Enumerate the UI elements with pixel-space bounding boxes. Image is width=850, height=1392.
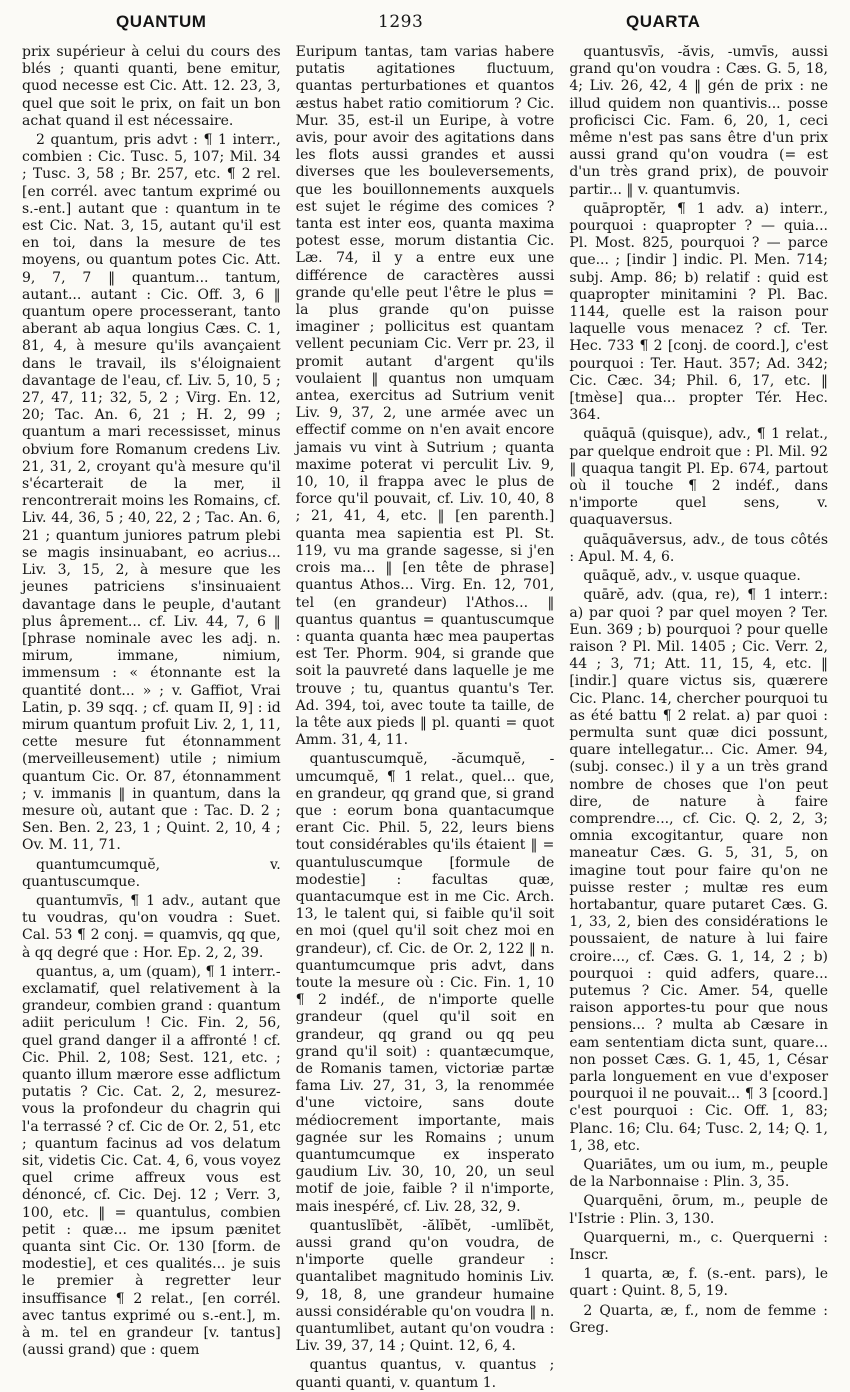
dictionary-entry: quāproptĕr, ¶ 1 adv. a) interr., pourquoi : quapropter ? — quia... Pl. Most. 825, pourquoi ? — parce que... ; [indir ] indic. Pl. Men. 714; subj. Amp. 86; b) relatif : quid est quapropter minitamini ? Pl. Bac. 1144, quelle est la raison pour laquelle vous menacez ? cf. Ter. Hec. 733 ¶ 2 [conj. de coord.], c'est pourquoi : Ter. Haut. 357; Ad. 342; Cic. Cæc. 34; Phil. 6, 17, etc. ‖ [tmèse] qua... propter Tér. Hec. 364. bbox=[569, 200, 829, 424]
dictionary-entry: quāquāversus, adv., de tous côtés : Apul. M. 4, 6. bbox=[569, 531, 829, 565]
dictionary-entry: quantus quantus, v. quantus ; quanti quanti, v. quantum 1. bbox=[295, 1357, 555, 1391]
column-right bbox=[569, 44, 828, 1354]
dictionary-entry: Quarquerni, m., c. Querquerni : Inscr. bbox=[569, 1229, 829, 1264]
column-middle bbox=[295, 44, 555, 1391]
dictionary-columns bbox=[22, 44, 829, 1391]
dictionary-entry: quantusvīs, -ăvis, -umvīs, aussi grand qu'on voudra : Cæs. G. 5, 18, 4; Liv. 26, 42, 4 ‖ gén de prix : ne illud quidem non quantivis... posse proficisci Cic. Fam. 6, 20, 1, ceci même n'est pas sans être d'un prix aussi grand qu'on voudra (= est d'un très grand prix), de pouvoir partir... ‖ v. quantumvis. bbox=[569, 44, 829, 198]
dictionary-entry: quantuscumquĕ, -ăcumquĕ, -umcumquĕ, ¶ 1 relat., quel... que, en grandeur, qq grand que, si grand que : eorum bona quantacumque erant Cic. Phil. 5, 22, leurs biens tout considérables qu'ils étaient ‖ = quantuluscumque [formule de modestie] : facultas quæ, quantacumque est in me Cic. Arch. 13, le talent qui, si faible qu'il soit en moi (quel qu'il soit chez moi en grandeur), cf. Cic. de Or. 2, 122 ‖ n. quantumcumque pris advt, dans toute la mesure où : Cic. Fin. 1, 10 ¶ 2 indéf., de n'importe quelle grandeur (quel qu'il soit en grandeur, qq grand ou qq peu grand qu'il soit) : quantæcumque, de Romanis tamen, victoriæ partæ fama Liv. 27, 31, 3, la renommée d'une victoire, sans doute médiocrement importante, mais gagnée sur les Romains ; unum quantumcumque ex insperato gaudium Liv. 30, 10, 20, un seul motif de joie, faible ? il n'importe, mais inespéré, cf. Liv. 28, 32, 9. bbox=[295, 751, 555, 1215]
dictionary-entry: quantuslĭbĕt, -ălĭbĕt, -umlĭbĕt, aussi grand qu'on voudra, de n'importe quelle grandeur : quantalibet magnitudo hominis Liv. 9, 18, 8, une grandeur humaine aussi considérable qu'on voudra ‖ n. quantumlibet, autant qu'on voudra : Liv. 39, 37, 14 ; Quint. 12, 6, 4. bbox=[295, 1217, 555, 1355]
dictionary-entry: quārĕ, adv. (qua, re), ¶ 1 interr.: a) par quoi ? par quel moyen ? Ter. Eun. 369 ; b) pourquoi ? pour quelle raison ? Pl. Mil. 1405 ; Cic. Verr. 2, 44 ; 3, 71; Att. 11, 15, 4, etc. ‖ [indir.] quare victus sis, quærere Cic. Planc. 14, chercher pourquoi tu as été battu ¶ 2 relat. a) par quoi : permulta sunt quæ dici possunt, quare intellegatur... Cic. Amer. 94, (subj. consec.) il y a un très grand nombre de choses que l'on peut dire, de nature à faire comprendre..., cf. Cic. Q. 2, 2, 3; omnia excogitantur, quare non maneatur Cæs. G. 5, 31, 5, on imagine tout pour faire qu'on ne puisse rester ; multæ res eum hortabantur, quare putaret Cæs. G. 1, 33, 2, bien des considérations le poussaient, de nature à lui faire croire..., cf. Cæs. G. 1, 14, 2 ; b) pourquoi : quid adfers, quare... putemus ? Cic. Amer. 54, quelle raison apportes-tu pour que nous pensions... ? multa ab Cæsare in eam sententiam dicta sunt, quare... non posset Cæs. G. 1, 45, 1, César parla longuement en vue d'exposer pourquoi il ne pouvait... ¶ 3 [coord.] c'est pourquoi : Cic. Off. 1, 83; Planc. 16; Clu. 64; Tusc. 2, 14; Q. 1, 1, 38, etc. bbox=[569, 587, 829, 1154]
page-header bbox=[22, 8, 828, 38]
dictionary-entry: 2 Quarta, æ, f., nom de femme : Greg. bbox=[569, 1302, 829, 1336]
dictionary-entry: Quariātes, um ou ium, m., peuple de la Narbonnaise : Plin. 3, 35. bbox=[569, 1157, 829, 1191]
page-number: 1293 bbox=[378, 12, 424, 32]
dictionary-entry: quantumvīs, ¶ 1 adv., autant que tu voudras, qu'on voudra : Suet. Cal. 53 ¶ 2 conj. = quamvis, qq que, à qq degré que : Hor. Ep. 2, 2, 39. bbox=[22, 892, 281, 961]
right-running-head: QUARTA bbox=[626, 12, 701, 31]
dictionary-entry: 2 quantum, pris advt : ¶ 1 interr., combien : Cic. Tusc. 5, 107; Mil. 34 ; Tusc. 3, 58 ; Br. 257, etc. ¶ 2 rel. [en corrél. avec tantum exprimé ou s.-ent.] autant que : quantum in te est Cic. Nat. 3, 15, autant qu'il est en toi, dans la mesure de tes moyens, ou quantum potes Cic. Att. 9, 7, 7 ‖ quantum... tantum, autant... autant : Cic. Off. 3, 6 ‖ quantum opere processerant, tanto aberant ab aqua longius Cæs. C. 1, 81, 4, à mesure qu'ils avançaient dans le travail, ils s'éloignaient davantage de l'eau, cf. Liv. 5, 10, 5 ; 27, 47, 11; 32, 5, 2 ; Virg. En. 12, 20; Tac. An. 6, 21 ; H. 2, 99 ; quantum a mari recessisset, minus obvium fore Romanum credens Liv. 21, 31, 2, croyant qu'à mesure qu'il s'écarterait de la mer, il rencontrerait moins les Romains, cf. Liv. 44, 36, 5 ; 40, 22, 2 ; Tac. An. 6, 21 ; quantum juniores patrum plebi se magis insinuabant, eo acrius... Liv. 3, 15, 2, à mesure que les jeunes patriciens s'insinuaient davantage dans le peuple, d'autant plus âprement... cf. Liv. 44, 7, 6 ‖ [phrase nominale avec les adj. n. mirum, immane, nimium, immensum : « étonnante est la quantité dont... » ; v. Gaffiot, Vrai Latin, p. 39 sqq. ; cf. quam II, 9] : id mirum quantum profuit Liv. 2, 1, 11, cette mesure fut étonnamment (merveilleusement) utile ; nimium quantum Cic. Or. 87, étonnamment ; v. immanis ‖ in quantum, dans la mesure où, autant que : Tac. D. 2 ; Sen. Ben. 2, 23, 1 ; Quint. 2, 10, 4 ; Ov. M. 11, 71. bbox=[22, 132, 281, 854]
dictionary-entry: quantus, a, um (quam), ¶ 1 interr.-exclamatif, quel relativement à la grandeur, combien grand : quantum adiit periculum ! Cic. Fin. 2, 56, quel grand danger il a affronté ! cf. Cic. Phil. 2, 108; Sest. 121, etc. ; quanto illum mærore esse adflictum putatis ? Cic. Cat. 2, 2, mesurez-vous la profondeur du chagrin qui l'a terrassé ? cf. Cic de Or. 2, 51, etc ; quantum facinus ad vos delatum sit, videtis Cic. Cat. 4, 6, vous voyez quel crime affreux vous est dénoncé, cf. Cic. Dej. 12 ; Verr. 3, 100, etc. ‖ = quantulus, combien petit : quæ... me ipsum pænitet quanta sint Cic. Or. 130 [form. de modestie], et ces qualités... je suis le premier à regretter leur insuffisance ¶ 2 relat., [en corrél. avec tantus exprimé ou s.-ent.], m. à m. tel en grandeur [v. tantus] (aussi grand) que : quem bbox=[22, 963, 281, 1359]
entry-continuation: Euripum tantas, tam varias habere putatis agitationes fluctuum, quantas perturbationes et quantos æstus habet ratio comitiorum ? Cic. Mur. 35, est-il un Euripe, à votre avis, pour avoir des agitations dans les flots aussi grandes et aussi diverses que les bouleversements, que les bouillonnements auxquels est sujet le régime des comices ? tanta est inter eos, quanta maxima potest esse, morum distantia Cic. Læ. 74, il y a entre eux une différence de caractères aussi grande qu'elle peut l'être le plus = la plus grande qu'on puisse imaginer ; pollicitus est quantam vellent pecuniam Cic. Verr pr. 23, il promit autant d'argent qu'ils voulaient ‖ quantus non umquam antea, exercitus ad Sutrium venit Liv. 9, 37, 2, une armée avec un effectif comme on n'en avait encore jamais vu vint à Sutrium ; quanta maxime poterat vi perculit Liv. 9, 10, 10, il frappa avec le plus de force qu'il pouvait, cf. Liv. 10, 40, 8 ; 21, 41, 4, etc. ‖ [en parenth.] quanta mea sapientia est Pl. St. 119, vu ma grande sagesse, si j'en crois ma... ‖ [en tête de phrase] quantus Athos... Virg. En. 12, 701, tel (en grandeur) l'Athos... ‖ quantus quantus = quantuscumque : quanta quanta hæc mea paupertas est Ter. Phorm. 904, si grande que soit la pauvreté dans laquelle je me trouve ; tu, quantus quantu's Ter. Ad. 394, toi, avec toute ta taille, de la tête aux pieds ‖ pl. quanti = quot Amm. 31, 4, 11. bbox=[295, 44, 555, 749]
entry-continuation: prix supérieur à celui du cours des blés ; quanti quanti, bene emitur, quod necesse est Cic. Att. 12. 23, 3, quel que soit le prix, on fait un bon achat quand il est nécessaire. bbox=[22, 44, 281, 129]
dictionary-entry: 1 quarta, æ, f. (s.-ent. pars), le quart : Quint. 8, 5, 19. bbox=[569, 1266, 829, 1300]
column-left bbox=[22, 44, 281, 1359]
dictionary-entry: quāquĕ, adv., v. usque quaque. bbox=[583, 568, 801, 585]
dictionary-entry: quāquā (quisque), adv., ¶ 1 relat., par quelque endroit que : Pl. Mil. 92 ‖ quaqua tangit Pl. Ep. 674, partout où il touche ¶ 2 indéf., dans n'importe quel sens, v. quaquaversus. bbox=[569, 426, 829, 529]
dictionary-entry: quantumcumquĕ, v. quantuscumque. bbox=[22, 856, 281, 890]
left-running-head: QUANTUM bbox=[116, 12, 207, 31]
dictionary-entry: Quarquēni, ōrum, m., peuple de l'Istrie : Plin. 3, 130. bbox=[569, 1193, 829, 1227]
